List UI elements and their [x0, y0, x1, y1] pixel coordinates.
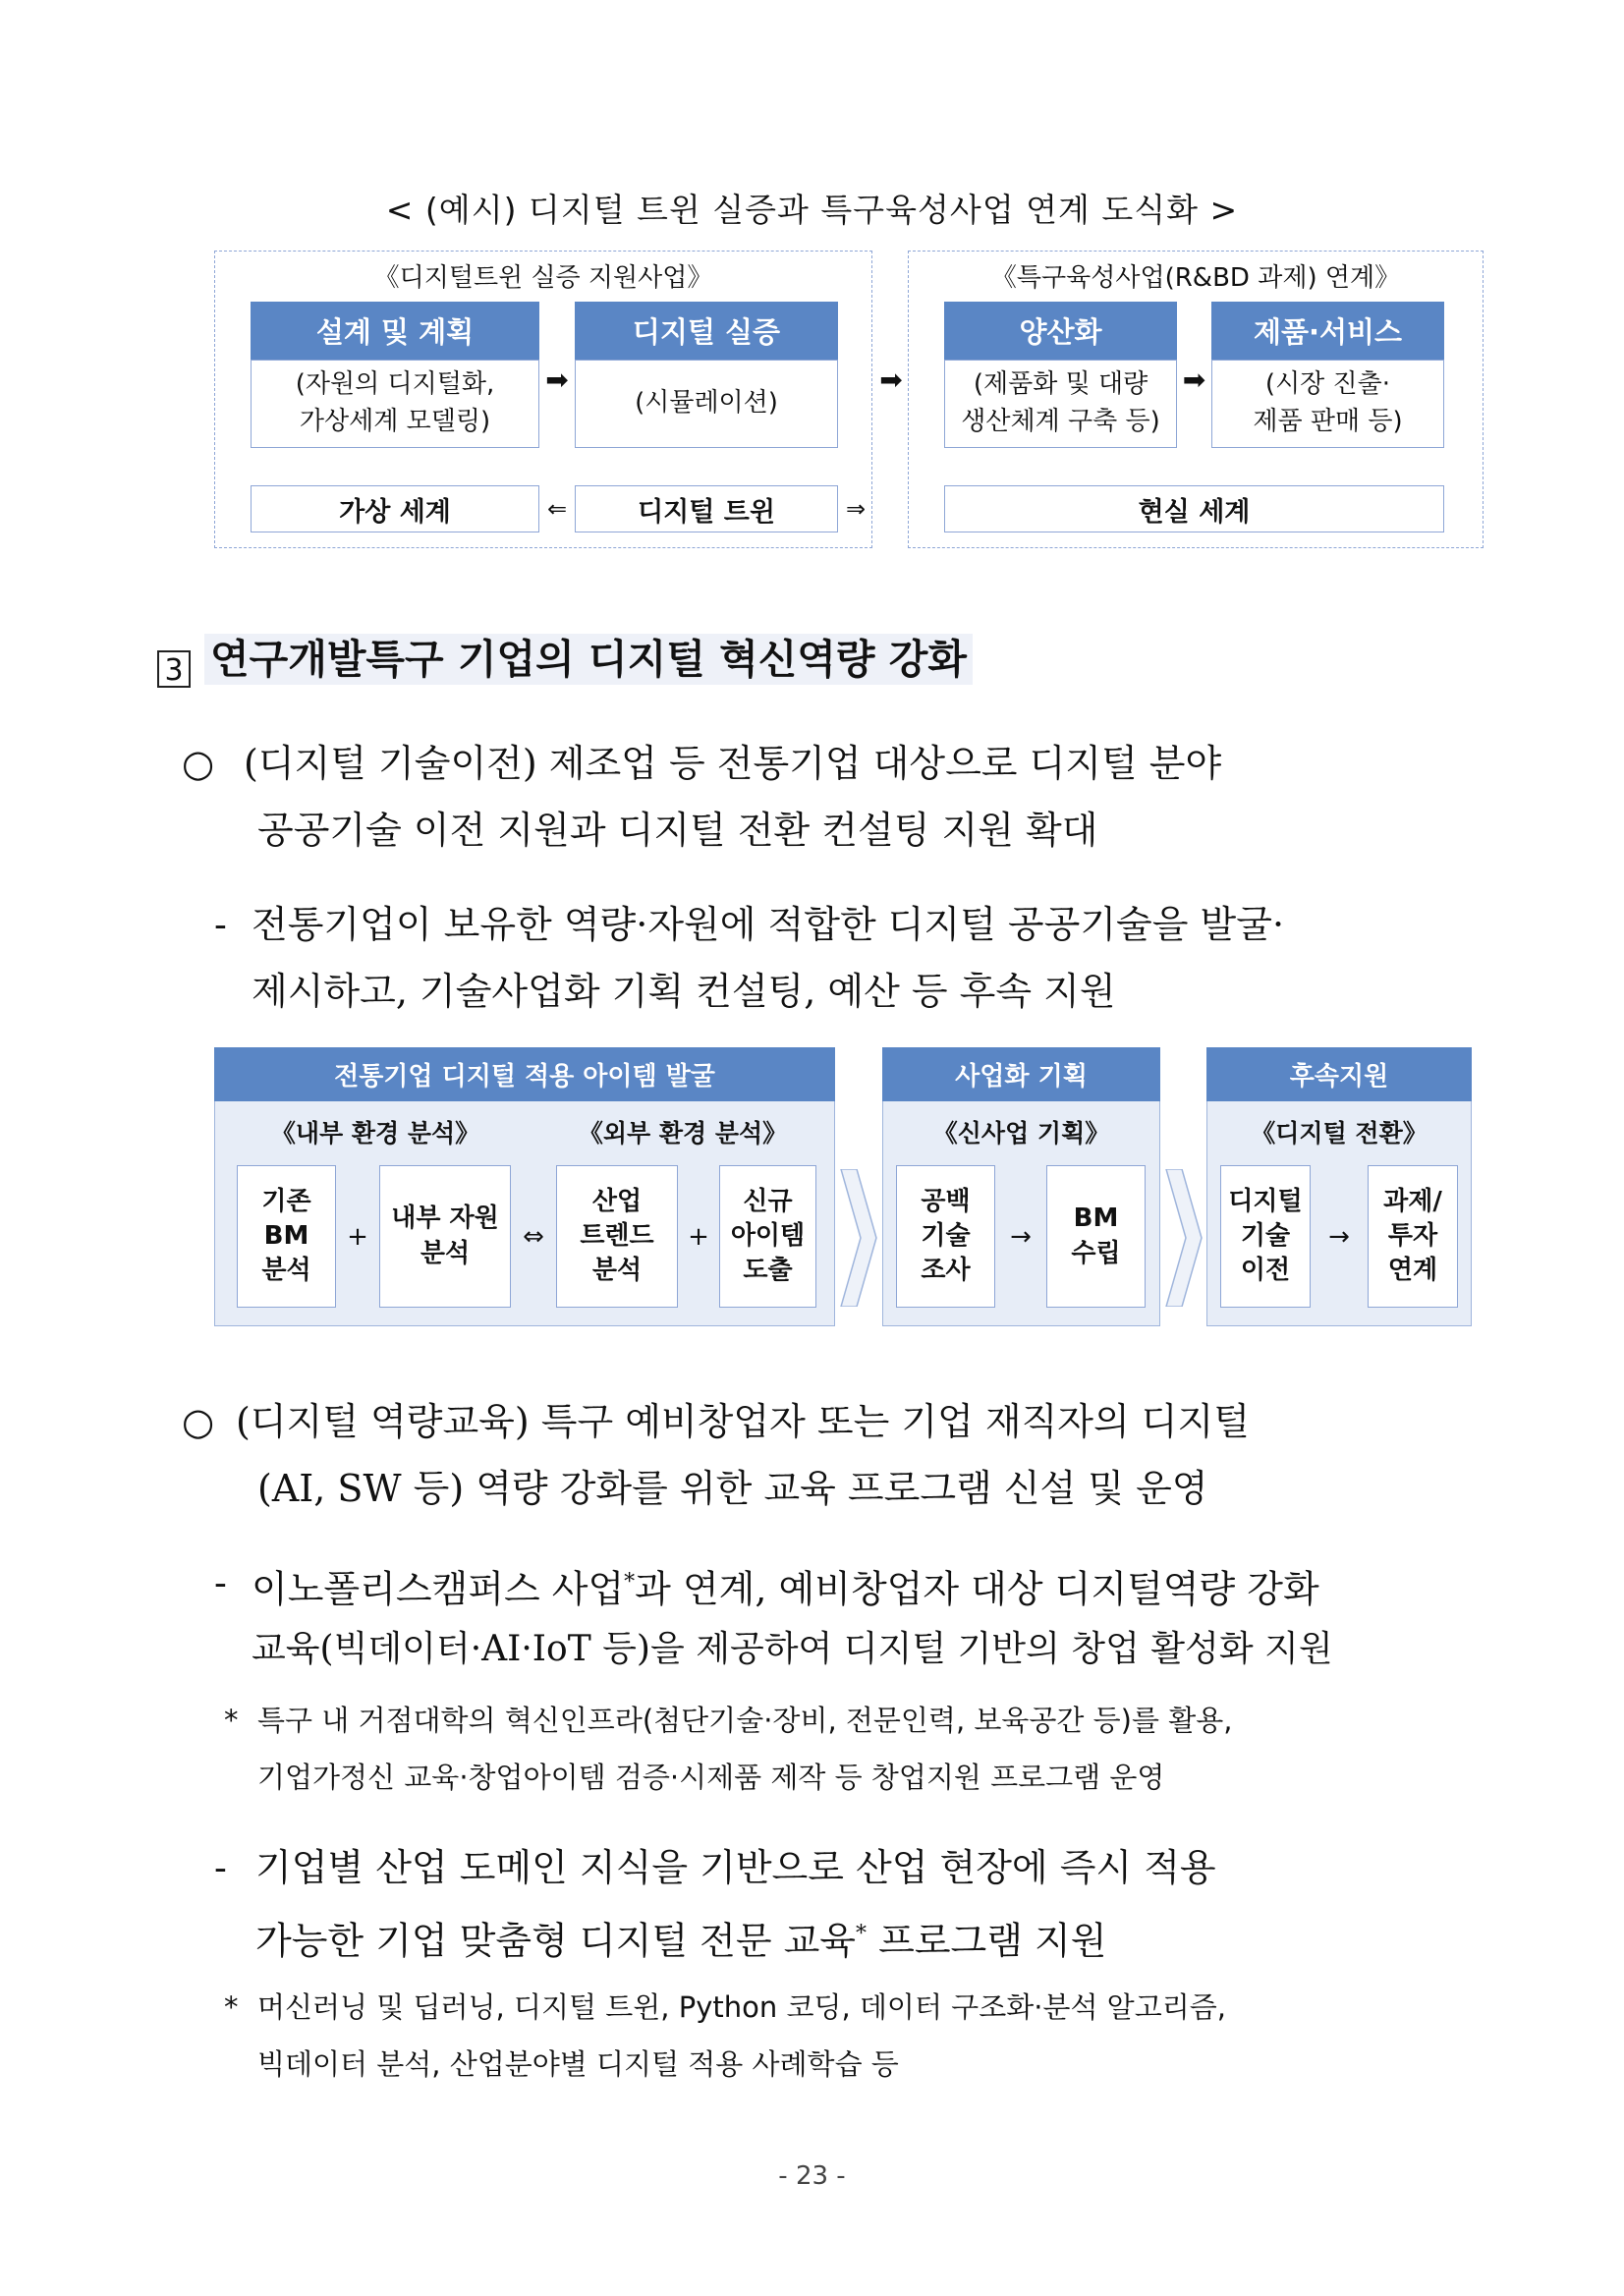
cell-new-item-derivation [719, 1165, 816, 1308]
right-group-caption: 《특구육성사업(R&BD 과제) 연계》 [990, 263, 1401, 293]
figure1-title: < (예시) 디지털 트윈 실증과 특구육성사업 연계 도식화 > [385, 191, 1239, 229]
cell-industry-trend-analysis [556, 1165, 678, 1308]
cell-line: 분석 [261, 1256, 311, 1286]
dash1-line2: 제시하고, 기술사업화 기획 컨설팅, 예산 등 후속 지원 [252, 970, 1116, 1013]
figure2-sub-external: 《외부 환경 분석》 [578, 1119, 788, 1148]
cell-line: 투자 [1387, 1220, 1438, 1251]
dash3-line1: 기업별 산업 도메인 지식을 기반으로 산업 현장에 즉시 적용 [255, 1846, 1216, 1889]
arrow-right-icon: ➡ [545, 363, 569, 396]
arrow-right-icon: ➡ [1182, 363, 1206, 396]
dash2-line1-end: 과 연계, 예비창업자 대상 디지털역량 강화 [635, 1567, 1319, 1611]
cell-project-investment-linkage [1368, 1165, 1458, 1308]
digital-twin-box: 디지털 트윈 [575, 485, 838, 532]
step-body-mass-production-line1: (제품화 및 대량 [973, 369, 1148, 400]
plus-icon: + [347, 1221, 368, 1252]
cell-line: 디지털 [1228, 1186, 1303, 1216]
section-number: 3 [157, 650, 191, 688]
step-body-design-line1: (자원의 디지털화, [295, 369, 495, 400]
cell-gap-technology-survey [896, 1165, 995, 1308]
bullet1-line1: (디지털 기술이전) 제조업 등 전통기업 대상으로 디지털 분야 [244, 742, 1222, 785]
arrow-right-icon: → [1010, 1221, 1032, 1252]
dash1-line1: 전통기업이 보유한 역량·자원에 적합한 디지털 공공기술을 발굴· [252, 903, 1285, 946]
cell-line: 수립 [1071, 1238, 1121, 1268]
arrow-right-icon: → [1328, 1221, 1350, 1252]
note1-line2: 기업가정신 교육·창업아이템 검증·시제품 제작 등 창업지원 프로그램 운영 [257, 1761, 1165, 1794]
step-body-verification-line1: (시뮬레이션) [635, 388, 778, 419]
step-body-design-line2: 가상세계 모델링) [299, 407, 491, 436]
step-header-mass-production: 양산화 [944, 302, 1177, 360]
cell-line: 기존 [261, 1186, 311, 1216]
dash3-marker: - [214, 1846, 227, 1889]
note1-line1: 특구 내 거점대학의 혁신인프라(첨단기술·장비, 전문인력, 보육공간 등)를 활용, [257, 1704, 1233, 1737]
cell-internal-resource-analysis [379, 1165, 511, 1308]
bullet2-marker: ○ [182, 1400, 215, 1443]
figure2-header-planning: 사업화 기획 [882, 1047, 1160, 1101]
chevron-right-icon [1162, 1169, 1205, 1307]
cell-line: 기술 [1240, 1220, 1291, 1251]
bullet1-line2: 공공기술 이전 지원과 디지털 전환 컨설팅 지원 확대 [257, 809, 1098, 852]
step-body-mass-production-line2: 생산체계 구축 등) [961, 407, 1160, 436]
cell-line: 과제/ [1383, 1186, 1442, 1216]
cell-line: 분석 [420, 1238, 471, 1268]
chevron-right-icon [837, 1169, 880, 1307]
figure2-sub-internal: 《내부 환경 분석》 [270, 1119, 480, 1148]
double-arrow-icon: ⇔ [523, 1221, 544, 1252]
real-world-box: 현실 세계 [944, 485, 1444, 532]
note2-line1: 머신러닝 및 딥러닝, 디지털 트윈, Python 코딩, 데이터 구조화·분석 알고리즘, [257, 1990, 1226, 2024]
cell-line: 아이템 [730, 1220, 806, 1251]
dash2-line1-start: 이노폴리스캠퍼스 사업 [252, 1567, 625, 1611]
step-body-design [251, 360, 539, 448]
step-body-product-service [1211, 360, 1444, 448]
dash2-marker: - [214, 1561, 227, 1604]
cell-existing-bm-analysis [237, 1165, 336, 1308]
cell-line: 트렌드 [580, 1220, 654, 1251]
dash3-line2 [255, 1902, 1484, 1974]
cell-line: 신규 [743, 1186, 793, 1216]
cell-line: 기술 [921, 1220, 971, 1251]
step-header-verification: 디지털 실증 [575, 302, 838, 360]
figure2-header-discovery: 전통기업 디지털 적용 아이템 발굴 [214, 1047, 835, 1101]
cell-line: 조사 [921, 1256, 971, 1286]
figure2-header-followup: 후속지원 [1206, 1047, 1472, 1101]
bullet2-line2: (AI, SW 등) 역량 강화를 위한 교육 프로그램 신설 및 운영 [257, 1467, 1208, 1510]
cell-digital-technology-transfer [1220, 1165, 1311, 1308]
footnote-star: * [856, 1922, 868, 1946]
virtual-world-box: 가상 세계 [251, 485, 539, 532]
plus-icon: + [688, 1221, 709, 1252]
cell-line: 분석 [591, 1256, 643, 1286]
double-arrow-left-icon: ⇐ [546, 495, 568, 523]
dash1-marker: - [214, 903, 227, 946]
step-header-design: 설계 및 계획 [251, 302, 539, 360]
section-heading [157, 627, 973, 688]
step-body-product-service-line2: 제품 판매 등) [1253, 407, 1403, 436]
cell-line: BM [263, 1220, 309, 1251]
figure2-sub-digital-transition: 《디지털 전환》 [1251, 1119, 1428, 1148]
section-title: 연구개발특구 기업의 디지털 혁신역량 강화 [204, 634, 973, 685]
figure2-sub-new-business: 《신사업 기획》 [932, 1119, 1110, 1148]
footnote-star: * [624, 1570, 636, 1595]
step-header-product-service: 제품·서비스 [1211, 302, 1444, 360]
cell-line: 도출 [743, 1256, 793, 1286]
arrow-right-icon: ➡ [879, 363, 903, 396]
dash2-line1 [252, 1550, 1484, 1622]
cell-line: 산업 [591, 1186, 643, 1216]
left-group-caption: 《디지털트윈 실증 지원사업》 [373, 263, 713, 293]
bullet1-marker: ○ [182, 742, 215, 785]
cell-line: 내부 자원 [391, 1204, 499, 1234]
dash2-line2: 교육(빅데이터·AI·IoT 등)을 제공하여 디지털 기반의 창업 활성화 지원 [252, 1629, 1333, 1669]
cell-line: BM [1073, 1204, 1119, 1234]
step-body-verification [575, 360, 838, 448]
step-body-product-service-line1: (시장 진출· [1264, 369, 1391, 400]
cell-bm-establishment [1046, 1165, 1146, 1308]
note2-marker: * [224, 1990, 239, 2024]
page-number: - 23 - [778, 2161, 846, 2191]
note1-marker: * [224, 1704, 239, 1737]
double-arrow-right-icon: ⇒ [845, 495, 867, 523]
dash3-line2-start: 가능한 기업 맞춤형 디지털 전문 교육 [255, 1919, 857, 1963]
note2-line2: 빅데이터 분석, 산업분야별 디지털 적용 사례학습 등 [257, 2047, 899, 2081]
cell-line: 공백 [921, 1186, 971, 1216]
bullet2-line1: (디지털 역량교육) 특구 예비창업자 또는 기업 재직자의 디지털 [236, 1400, 1250, 1443]
cell-line: 연계 [1387, 1256, 1438, 1286]
cell-line: 이전 [1240, 1256, 1291, 1286]
step-body-mass-production [944, 360, 1177, 448]
dash3-line2-end: 프로그램 지원 [867, 1919, 1107, 1963]
